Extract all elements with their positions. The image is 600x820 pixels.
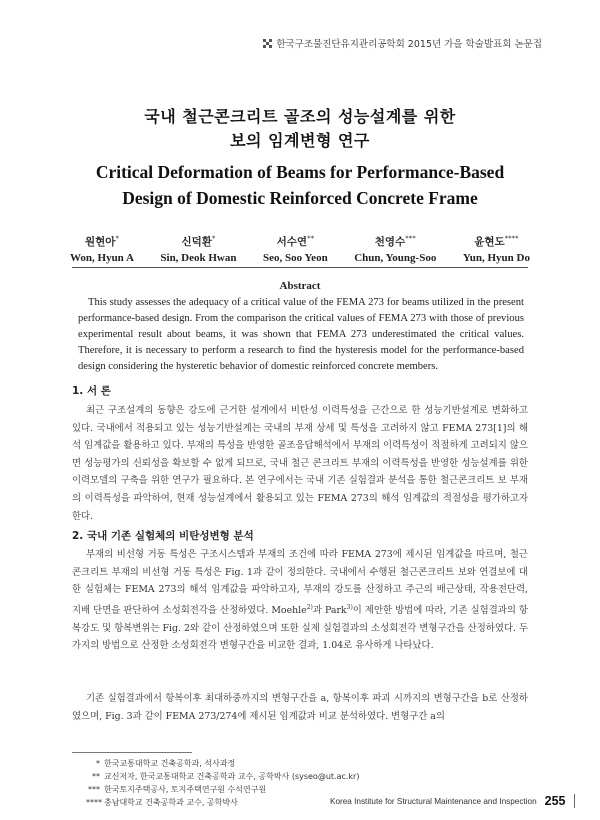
affiliation-mark: ****	[504, 234, 519, 243]
affiliation-mark: ***	[405, 234, 416, 243]
affiliation-mark: **	[307, 234, 315, 243]
footnote-3	[86, 784, 266, 795]
footnote-symbol: **	[92, 772, 100, 781]
footnote-symbol: ***	[88, 785, 100, 794]
author-5	[463, 234, 530, 264]
page-footer	[330, 794, 575, 808]
author-name-ko: 서수연	[276, 236, 308, 248]
footnote-symbol: ****	[86, 798, 102, 807]
author-name-en: Seo, Soo Yeon	[263, 252, 328, 264]
author-name-en: Sin, Deok Hwan	[160, 252, 237, 264]
title-korean-line2: 보의 임계변형 연구	[230, 131, 370, 150]
journal-header	[263, 36, 542, 50]
affiliation-mark: *	[115, 234, 119, 243]
author-name-en: Yun, Hyun Do	[462, 252, 530, 264]
abstract-heading: Abstract	[279, 280, 321, 292]
section-1-paragraph: 최근 구조설계의 동향은 강도에 근거한 설계에서 비탄성 이력특성을 근간으로 한 성능기반설계로 변화하고 있다. 국내에서 적용되고 있는 성능기반설계는 국내의 부재 상세 및 특성을 고려하지 않고 FEMA 273[1]의 해석 임계값을 활용하고 있다. 부재의 특성을 반영한 골조응답해석에서 부재의 이력특성이 적절하게 고려되지 않으면 성능평가의 신뢰성을 확보할 수 없게 되므로, 국내 철근 콘크리트 부재의 이력특성을 반영한 성능설계를 위한 이력모델의 구축을 위한 연구가 필요하다. 본 연구에서는 국내 기존 실험결과 분석을 통한 철근콘크리트 보 부재의 이력특성을 파악하여, 현재 성능설계에서 활용되고 있는 FEMA 273의 해석 임계값의 적절성을 평가하고자 한다.	[72, 405, 528, 522]
author-name-ko: 원현아	[84, 236, 116, 248]
footnote-2	[86, 771, 359, 782]
title-english-line2: Design of Domestic Reinforced Concrete Frame	[122, 188, 478, 208]
citation-ref: 2)	[306, 603, 313, 611]
author-1	[70, 234, 134, 264]
divider-rule	[72, 267, 528, 268]
author-name-en: Chun, Young-Soo	[354, 252, 437, 264]
text-run: 부재의 비선형 거동 특성은 구조시스템과 부재의 조건에 따라 FEMA 273에 제시된 임계값을 따르며, 철근콘크리트 부재의 비선형 거동 특성은 Fig. 1과 같이 정의한다. 국내에서 수행된 철근콘크리트 보와 연결보에 대한 실험체는 FEMA 273의 해석 임계값을 파악하고자, 부재의 강도를 산정하고 주근의 배근상태, 작용전단력, 지배 단면을 판단하여 소성회전각을 산정하였다. Moehle	[72, 549, 528, 616]
footer-divider	[574, 794, 575, 808]
section-2-paragraph-1	[72, 546, 528, 655]
footnote-text: 교신저자, 한국교통대학교 건축공학과 교수, 공학박사 (syseo@ut.ac.kr)	[104, 772, 360, 781]
author-name-ko: 천영수	[374, 236, 406, 248]
title-english-line1: Critical Deformation of Beams for Performance-Based	[95, 162, 505, 182]
footnote-text: 한국교통대학교 건축공학과, 석사과정	[104, 759, 236, 768]
logo-mark-icon	[263, 39, 272, 48]
title-korean-line1: 국내 철근콘크리트 골조의 성능설계를 위한	[144, 107, 456, 126]
footnote-4	[86, 797, 238, 808]
footnote-symbol: *	[96, 759, 100, 768]
footnote-text: 한국토지주택공사, 토지주택연구원 수석연구원	[104, 785, 267, 794]
author-name-en: Won, Hyun A	[70, 252, 134, 264]
author-3	[263, 234, 328, 264]
abstract-text: This study assesses the adequacy of a critical value of the FEMA 273 for beams utilized in the present performance-based design. From the comparison the critical values of FEMA 273 with those of previous experimental result about beams, it was shown that FEMA 273 underestimated the critical values. Therefore, it is necessary to perform a research to find the hysteresis model for the performance-based design considering the hysteretic behavior of domestic reinforced concrete members.	[78, 297, 524, 372]
text-run: 이 제안한 방법에 따라, 기존 실험결과의 항복강도 및 항복변위는 Fig. 2와 같이 산정하였으며 또한 실제 실험결과의 소성회전각 변형구간을 산정하였다. 두 가지의 방법으로 산정한 소성회전각 변형구간을 비교한 결과, 1.04로 유사하게 나타났다.	[72, 604, 528, 652]
author-2	[160, 234, 236, 264]
author-name-ko: 신덕환	[181, 236, 212, 248]
section-1-heading: 1. 서 론	[72, 385, 111, 397]
author-4	[354, 234, 436, 264]
page-number: 255	[544, 794, 566, 808]
author-name-ko: 윤현도	[474, 236, 505, 248]
footnote-rule	[72, 752, 192, 753]
footnote-1	[86, 758, 235, 769]
citation-ref: 3)	[346, 603, 353, 611]
journal-name: 한국구조물진단유지관리공학회 2015년 가을 학술발표회 논문집	[276, 39, 542, 50]
affiliation-mark: *	[211, 234, 216, 243]
author-list	[70, 234, 530, 264]
section-2-heading: 2. 국내 기존 실험체의 비탄성변형 분석	[72, 530, 254, 542]
section-2-paragraph-2: 기존 실험결과에서 항복이후 최대하중까지의 변형구간을 a, 항복이후 파괴 시까지의 변형구간을 b로 산정하였으며, Fig. 3과 같이 FEMA 273/274에 제시된 임계값과 비교 분석하였다. 변형구간 a의	[72, 693, 528, 722]
text-run: 과 Park	[312, 604, 347, 616]
footnote-text: 충남대학교 건축공학과 교수, 공학박사	[104, 798, 238, 807]
institute-name: Korea Institute for Structural Maintenance and Inspection	[330, 796, 537, 806]
